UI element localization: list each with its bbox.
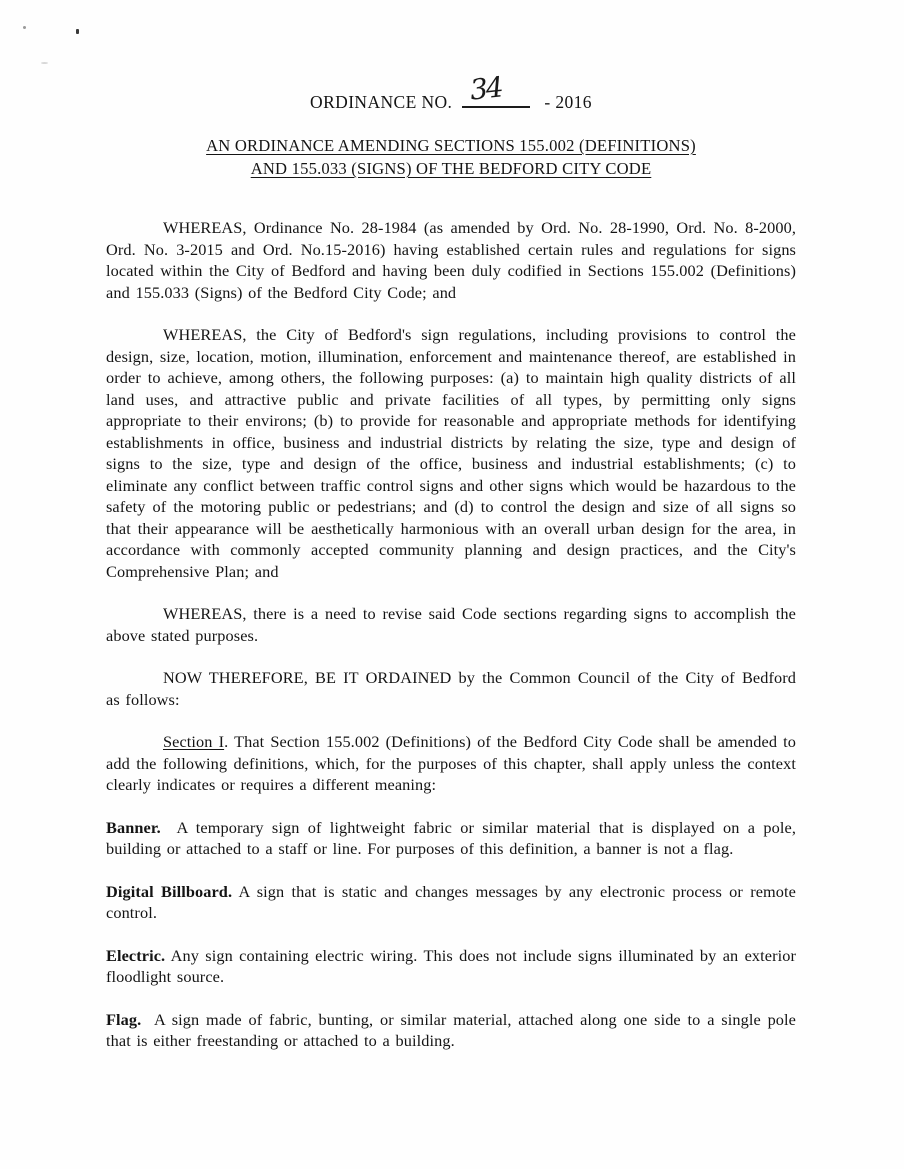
whereas-paragraph-2: WHEREAS, the City of Bedford's sign regulations, including provisions to control the design, size, location, motion, illumination, enforcement and maintenance thereof, are established in order to achieve, among others, the following purposes: (a) to maintain high quality districts of all land uses, and attractive public and private facilities of all types, by permitting only signs appropriate to their environs; (b) to provide for reasonable and appropriate methods for identifying establishments in office, business and industrial districts by relating the size, type and design of signs to the size, type and design of the office, business and industrial establishments; (c) to eliminate any conflict between traffic control signs and other signs which would be hazardous to the safety of the motoring public or pedestrians; and (d) to control the design and size of all signs so that their appearance will be aesthetically harmonious with an overall urban design for the area, in accordance with commonly accepted community planning and design practices, and the City's Comprehensive Plan; and: [106, 325, 796, 581]
definition-text: A sign that is static and changes messages by any electronic process or remote control.: [106, 881, 796, 922]
section-1-text: . That Section 155.002 (Definitions) of the Bedford City Code shall be amended to add the following definitions, which, for the purposes of this chapter, shall apply unless the context clearly indicates or requires a different meaning:: [106, 732, 796, 794]
ordinance-title-prefix: ORDINANCE NO.: [310, 92, 453, 112]
whereas-paragraph-3: WHEREAS, there is a need to revise said Code sections regarding signs to accomplish the above stated purposes.: [106, 604, 796, 645]
ordinance-title-year: - 2016: [544, 92, 592, 112]
definition-term: Electric.: [106, 945, 166, 965]
section-1-label: Section I: [163, 732, 225, 751]
whereas-paragraph-1: WHEREAS, Ordinance No. 28-1984 (as amended by Ord. No. 28-1990, Ord. No. 8-2000, Ord. No. 3-2015 and Ord. No.15-2016) having established certain rules and regulations for signs located within the City of Bedford and having been duly codified in Sections 155.002 (Definitions) and 155.033 (Signs) of the Bedford City Code; and: [106, 218, 796, 302]
definition-text: Any sign containing electric wiring. This does not include signs illuminated by an exterior floodlight source.: [106, 945, 796, 986]
ordinance-heading-line1: AN ORDINANCE AMENDING SECTIONS 155.002 (DEFINITIONS): [206, 136, 696, 155]
ordinance-number-blank: [462, 70, 530, 108]
definition-digital-billboard: [106, 881, 796, 924]
scan-artifact: [41, 62, 48, 64]
section-1-paragraph: [106, 731, 796, 796]
now-therefore-paragraph: NOW THEREFORE, BE IT ORDAINED by the Common Council of the City of Bedford as follows:: [106, 668, 796, 709]
definition-term: Flag.: [106, 1009, 142, 1029]
definition-term: Banner.: [106, 817, 161, 837]
ordinance-title-line: [106, 0, 796, 113]
ordinance-heading-line2: AND 155.033 (SIGNS) OF THE BEDFORD CITY CODE: [250, 159, 652, 178]
definition-flag: [106, 1009, 796, 1052]
handwritten-ordinance-number: 34: [468, 70, 504, 107]
scan-artifact: [23, 26, 26, 29]
ordinance-heading: [106, 134, 796, 180]
definition-text: A sign made of fabric, bunting, or similar material, attached along one side to a single pole that is either freestanding or attached to a building.: [106, 1009, 796, 1050]
definition-term: Digital Billboard.: [106, 881, 233, 901]
definition-banner: [106, 817, 796, 860]
scan-artifact: [76, 29, 79, 34]
definition-text: A temporary sign of lightweight fabric or similar material that is displayed on a pole, building or attached to a staff or line. For purposes of this definition, a banner is not a flag.: [106, 817, 796, 858]
definition-electric: [106, 945, 796, 988]
